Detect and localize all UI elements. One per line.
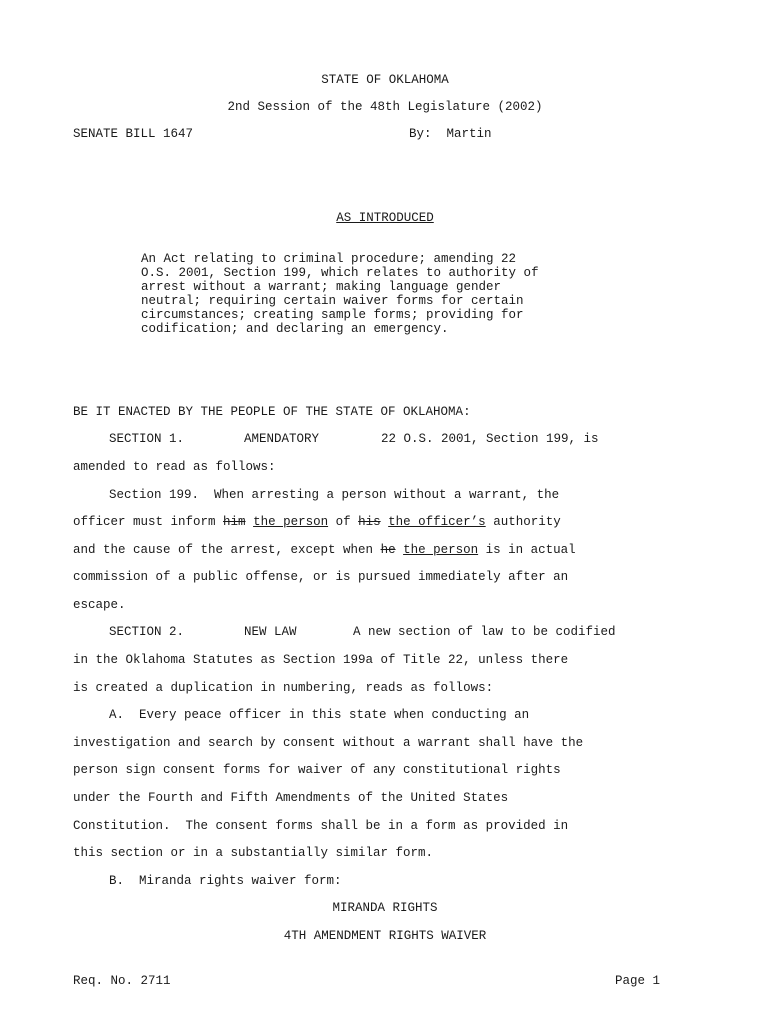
title-line: circumstances; creating sample forms; providing for (141, 308, 524, 322)
text: officer must inform (73, 515, 224, 529)
subsection-a-line: investigation and search by consent without a warrant shall have the (73, 736, 584, 750)
title-line: O.S. 2001, Section 199, which relates to authority of (141, 266, 539, 280)
bill-author: By: Martin (409, 127, 492, 141)
title-line: codification; and declaring an emergency. (141, 322, 449, 336)
inserted-text: the officer’s (388, 515, 486, 529)
struck-text: he (380, 543, 396, 557)
subsection-a-line: this section or in a substantially similar form. (73, 846, 434, 860)
sec199-line-5: escape. (73, 598, 126, 612)
section-1-type: AMENDATORY (244, 432, 320, 446)
bill-number: SENATE BILL 1647 (73, 127, 194, 141)
subsection-a-line: person sign consent forms for waiver of any constitutional rights (73, 763, 561, 777)
section-1-continuation: amended to read as follows: (73, 460, 276, 474)
bill-title (141, 238, 539, 350)
text: is in actual (485, 543, 576, 557)
enacting-clause: BE IT ENACTED BY THE PEOPLE OF THE STATE OF OKLAHOMA: (73, 405, 471, 419)
title-line: neutral; requiring certain waiver forms for certain (141, 294, 524, 308)
title-line: arrest without a warrant; making language gender (141, 280, 502, 294)
subsection-b: B. Miranda rights waiver form: (109, 874, 342, 888)
inserted-text: the person (403, 543, 479, 557)
subsection-a-line: A. Every peace officer in this state when conducting an (109, 708, 530, 722)
subsection-a-line: Constitution. The consent forms shall be in a form as provided in (73, 819, 569, 833)
sec199-line-3 (73, 543, 576, 557)
section-1-label: SECTION 1. (109, 432, 185, 446)
section-2-line-2: in the Oklahoma Statutes as Section 199a of Title 22, unless there (73, 653, 569, 667)
text: authority (493, 515, 561, 529)
section-2-label: SECTION 2. (109, 625, 185, 639)
status-label: AS INTRODUCED (336, 211, 434, 225)
sec199-line-2 (73, 515, 561, 529)
section-2-line-1: A new section of law to be codified (353, 625, 616, 639)
page-number: Page 1 (614, 974, 660, 988)
sec199-line-1: Section 199. When arresting a person without a warrant, the (109, 488, 560, 502)
section-1-cite: 22 O.S. 2001, Section 199, is (381, 432, 599, 446)
state-heading: STATE OF OKLAHOMA (321, 73, 449, 87)
title-line: An Act relating to criminal procedure; amending 22 (141, 252, 517, 266)
inserted-text: the person (253, 515, 329, 529)
struck-text: him (223, 515, 246, 529)
request-number: Req. No. 2711 (73, 974, 171, 988)
text: of (335, 515, 351, 529)
sec199-line-4: commission of a public offense, or is pursued immediately after an (73, 570, 569, 584)
subsection-a-line: under the Fourth and Fifth Amendments of the United States (73, 791, 509, 805)
struck-text: his (358, 515, 381, 529)
section-2-type: NEW LAW (244, 625, 297, 639)
form-heading-waiver: 4TH AMENDMENT RIGHTS WAIVER (283, 929, 487, 943)
session-heading: 2nd Session of the 48th Legislature (2002) (227, 100, 543, 114)
text: and the cause of the arrest, except when (73, 543, 381, 557)
section-2-line-3: is created a duplication in numbering, reads as follows: (73, 681, 494, 695)
form-heading-miranda: MIRANDA RIGHTS (332, 901, 438, 915)
